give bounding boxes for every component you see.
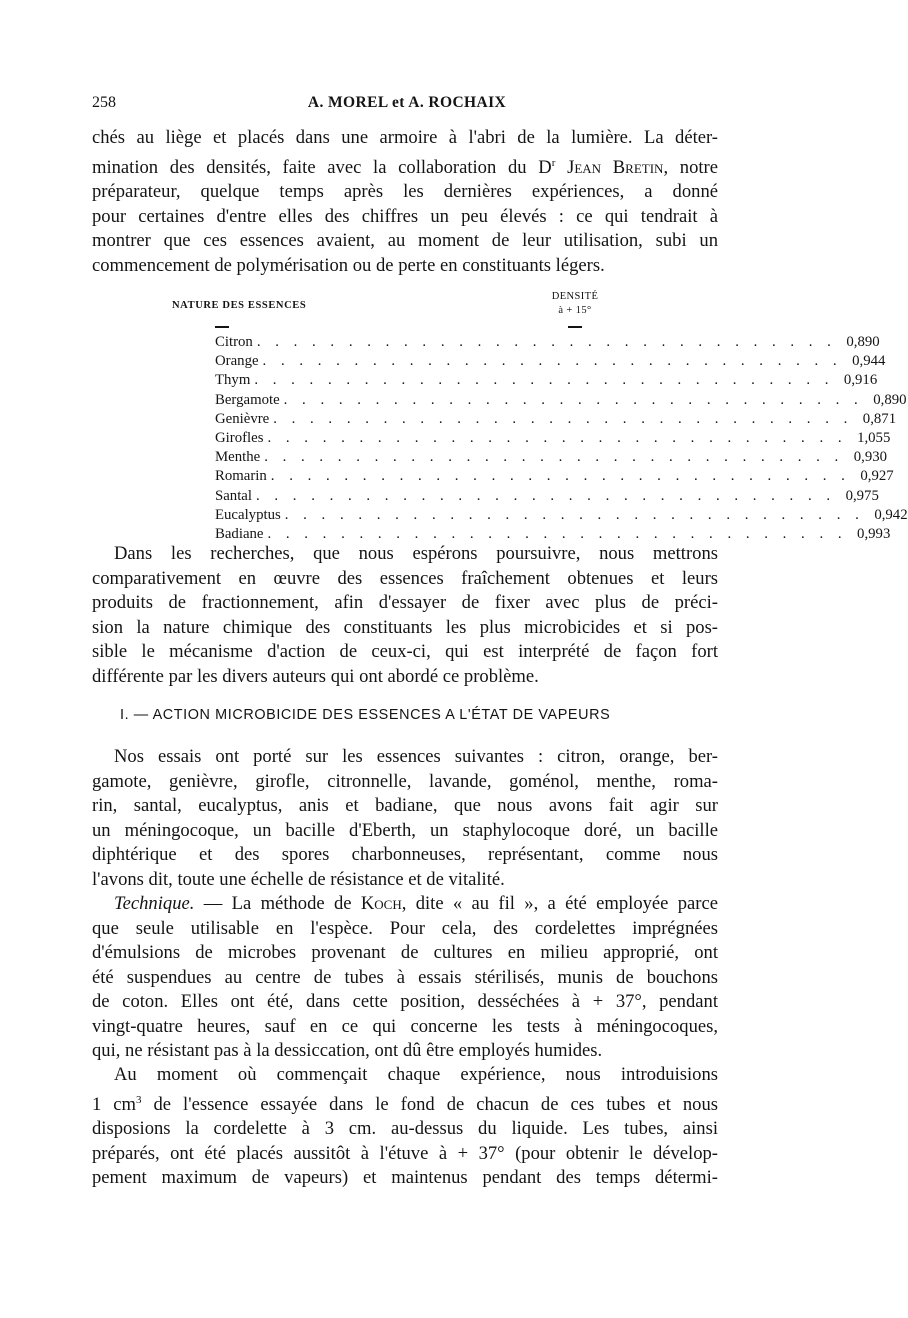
table-header-density: DENSITÉ à + 15°	[551, 291, 599, 316]
text-line: préparés, ont été placés aussitôt à l'étuve à + 37° (pour obtenir le dévelop-	[92, 1142, 718, 1164]
text-line: été suspendues au centre de tubes à essais stérilisés, munis de bouchons	[92, 966, 718, 988]
text-line: chés au liège et placés dans une armoire à l'abri de la lumière. La déter-	[92, 127, 718, 148]
text-line: de coton. Elles ont été, dans cette position, desséchées à + 37°, pendant	[92, 991, 718, 1012]
text-line: pement maximum de vapeurs) et maintenus pendant des temps détermi-	[92, 1167, 718, 1189]
table-row: Santal . . . . . . . . . . . . . . . . . . . . . . . . . . . . . . . . 0,975	[215, 487, 879, 504]
text-line: gamote, genièvre, girofle, citronnelle, lavande, goménol, menthe, roma-	[92, 770, 718, 792]
text-line: sible le mécanisme d'action de ceux-ci, qui est interprété de façon fort	[92, 641, 718, 662]
person-name: Koch	[360, 893, 402, 914]
section-heading: I. — ACTION MICROBICIDE DES ESSENCES A L'ÉTAT DE VAPEURS	[120, 707, 611, 723]
text-line: mination des densités, faite avec la collaboration du $D^r$ Jean Bretin, notre	[92, 156, 718, 178]
text-line: pour certaines d'entre elles des chiffres un peu élevés : ce qui tendrait à	[92, 205, 718, 227]
text-line: disposions la cordelette à 3 cm. au-dessus du liquide. Les tubes, ainsi	[92, 1118, 718, 1140]
table-row: Girofles . . . . . . . . . . . . . . . . . . . . . . . . . . . . . . . . 1,055	[215, 429, 891, 446]
text-line: Au moment où commençait chaque expérience, nous introduisions	[114, 1064, 718, 1085]
table-row: Bergamote . . . . . . . . . . . . . . . . . . . . . . . . . . . . . . . . 0,890	[215, 391, 907, 408]
text-line: l'avons dit, toute une échelle de résistance et de vitalité.	[92, 868, 505, 890]
table-header-essences: NATURE DES ESSENCES	[172, 300, 307, 311]
table-row: Romarin . . . . . . . . . . . . . . . . . . . . . . . . . . . . . . . . 0,927	[215, 468, 894, 485]
text-line: qui, ne résistant pas à la dessiccation, ont dû être employés humides.	[92, 1040, 603, 1061]
text-line: diphtérique et des spores charbonneuses, représentant, comme nous	[92, 844, 718, 865]
technique-label: Technique.	[114, 893, 195, 914]
table-row: Menthe . . . . . . . . . . . . . . . . . . . . . . . . . . . . . . . . 0,930	[215, 449, 888, 466]
running-head	[92, 94, 722, 116]
text-line: Dans les recherches, que nous espérons poursuivre, nous mettrons	[114, 543, 718, 564]
paragraph-densities	[92, 126, 718, 278]
text-line: Technique. — La méthode de Koch, dite « au fil », a été employée parce	[114, 893, 718, 914]
text-line: que seule utilisable en l'espèce. Pour cela, des cordelettes imprégnées	[92, 917, 718, 939]
paragraph-research	[92, 542, 718, 689]
text-line: rin, santal, eucalyptus, anis et badiane, que nous avons fait agir sur	[92, 795, 718, 816]
text-line: Nos essais ont porté sur les essences suivantes : citron, orange, ber-	[114, 746, 718, 767]
table-row: Citron . . . . . . . . . . . . . . . . . . . . . . . . . . . . . . . . 0,890	[215, 334, 880, 350]
page-number: 258	[92, 94, 116, 111]
paragraph-experiment	[92, 1063, 718, 1191]
density-table	[215, 334, 908, 545]
text-line: sion la nature chimique des constituants les plus microbicides et si pos-	[92, 616, 718, 638]
table-row: Genièvre . . . . . . . . . . . . . . . . . . . . . . . . . . . . . . . . 0,871	[215, 410, 897, 427]
table-rule-right	[568, 326, 582, 328]
paragraph-technique	[92, 892, 718, 1064]
running-title: A. MOREL et A. ROCHAIX	[307, 94, 507, 111]
text-line: commencement de polymérisation ou de perte en constituants légers.	[92, 254, 605, 276]
table-row: Eucalyptus . . . . . . . . . . . . . . . . . . . . . . . . . . . . . . . . 0,942	[215, 506, 908, 523]
table-row: Orange . . . . . . . . . . . . . . . . . . . . . . . . . . . . . . . . 0,944	[215, 353, 886, 370]
text-line: vingt-quatre heures, sauf en ce qui concerne les tests à méningocoques,	[92, 1015, 718, 1037]
text-line: produits de fractionnement, afin d'essayer de fixer avec plus de préci-	[92, 592, 718, 613]
paragraph-essays	[92, 745, 718, 892]
text-line: 1 $cm^3$ de l'essence essayée dans le fond de chacun de ces tubes et nous	[92, 1093, 718, 1115]
text-line: comparativement en œuvre des essences fraîchement obtenues et leurs	[92, 567, 718, 589]
text-line: préparateur, quelque temps après les dernières expériences, a donné	[92, 181, 718, 203]
table-rule-left	[215, 326, 229, 328]
person-name: Jean Bretin	[567, 156, 664, 178]
text-line: d'émulsions de microbes provenant de cultures en milieu approprié, ont	[92, 942, 718, 963]
table-row: Thym . . . . . . . . . . . . . . . . . . . . . . . . . . . . . . . . 0,916	[215, 372, 878, 389]
text-line: montrer que ces essences avaient, au moment de leur utilisation, subi un	[92, 230, 718, 252]
text-line: différente par les divers auteurs qui ont abordé ce problème.	[92, 665, 539, 687]
text-line: un méningocoque, un bacille d'Eberth, un staphylocoque doré, un bacille	[92, 819, 718, 841]
table-row: Badiane . . . . . . . . . . . . . . . . . . . . . . . . . . . . . . . . 0,993	[215, 525, 891, 542]
